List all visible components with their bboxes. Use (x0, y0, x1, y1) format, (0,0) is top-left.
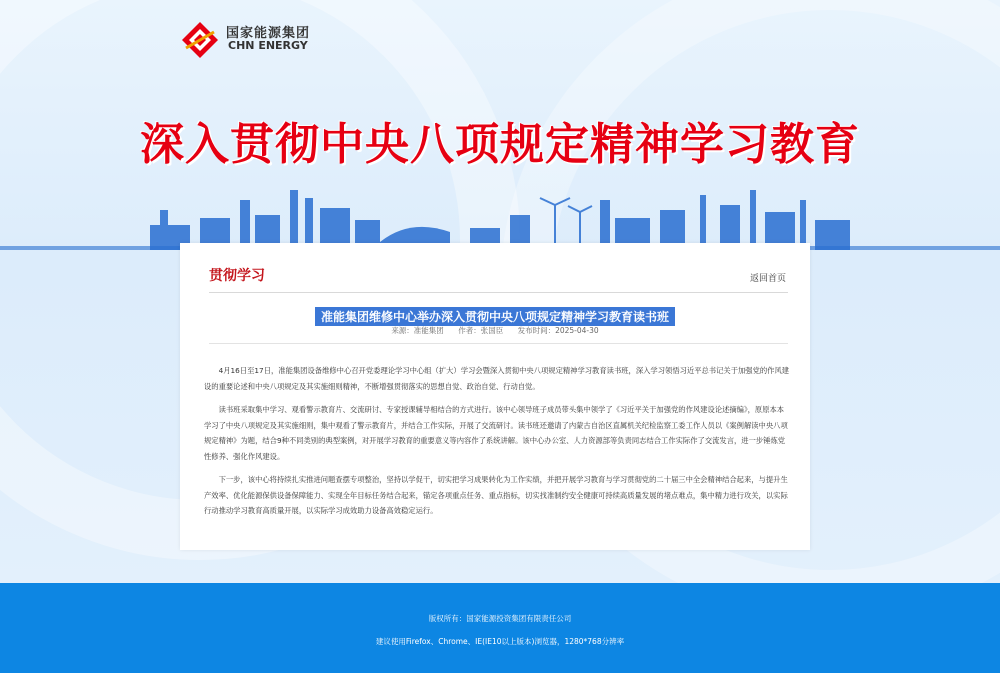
brand-name-cn: 国家能源集团 (226, 26, 311, 41)
article-source: 来源：准能集团 (391, 326, 444, 335)
card-header (180, 243, 810, 293)
footer-browser-hint: 建议使用Firefox、Chrome、IE(IE10以上版本)浏览器，1280*768分辨率 (375, 637, 625, 646)
site-footer (0, 583, 1000, 673)
article-title (180, 307, 810, 326)
banner-title: 深入贯彻中央八项规定精神学习教育 (140, 119, 860, 170)
article-body (204, 363, 790, 527)
back-home-link[interactable]: 返回首页 (749, 274, 786, 284)
article-title-text: 准能集团维修中心举办深入贯彻中央八项规定精神学习教育读书班 (315, 307, 675, 326)
footer-copyright: 版权所有：国家能源投资集团有限责任公司 (428, 614, 572, 623)
article-paragraph: 下一步，该中心将持续扎实推进问题查摆专项整治，坚持以学促干，切实把学习成果转化为工作实绩，并把开展学习教育与学习贯彻党的二十届三中全会精神结合起来，与提升生产效率、优化能源保供设备保障能力、实现全年目标任务结合起来，锚定各项重点任务、重点指标，切实找准制约安全健康可持续高质量发展的堵点难点，集中精力进行攻关，以实际行动推动学习教育高质量开展，以实际学习成效助力设备高效稳定运行。 (204, 475, 788, 515)
article-card (180, 243, 810, 550)
brand-name-en: CHN ENERGY (228, 39, 308, 52)
meta-divider (209, 343, 788, 344)
section-title: 贯彻学习 (209, 268, 265, 284)
article-date: 发布时间：2025-04-30 (517, 326, 599, 335)
header-divider (209, 292, 788, 293)
article-paragraph: 读书班采取集中学习、观看警示教育片、交流研讨、专家授课辅导相结合的方式进行。该中心领导班子成员带头集中领学了《习近平关于加强党的作风建设论述摘编》，原原本本学习了中央八项规定及其实施细则，集中观看了警示教育片，并结合工作实际，开展了交流研讨。读书班还邀请了内蒙古自治区直属机关纪检监察工委工作人员以《案例解读中央八项规定精神》为题，结合9种不同类别的典型案例，对开展学习教育的重要意义等内容作了系统讲解。该中心办公室、人力资源部等负责同志结合工作实际作了交流发言，进一步锤炼党性修养、强化作风建设。 (204, 405, 788, 461)
article-meta (180, 325, 810, 336)
industrial-skyline-illustration (0, 170, 1000, 250)
article-author: 作者：张国臣 (458, 326, 504, 335)
article-paragraph: 4月16日至17日，准能集团设备维修中心召开党委理论学习中心组（扩大）学习会暨深入贯彻中央八项规定精神学习教育读书班，深入学习领悟习近平总书记关于加强党的作风建设的重要论述和中央八项规定及其实施细则精神，不断增强贯彻落实的思想自觉、政治自觉、行动自觉。 (204, 366, 790, 391)
